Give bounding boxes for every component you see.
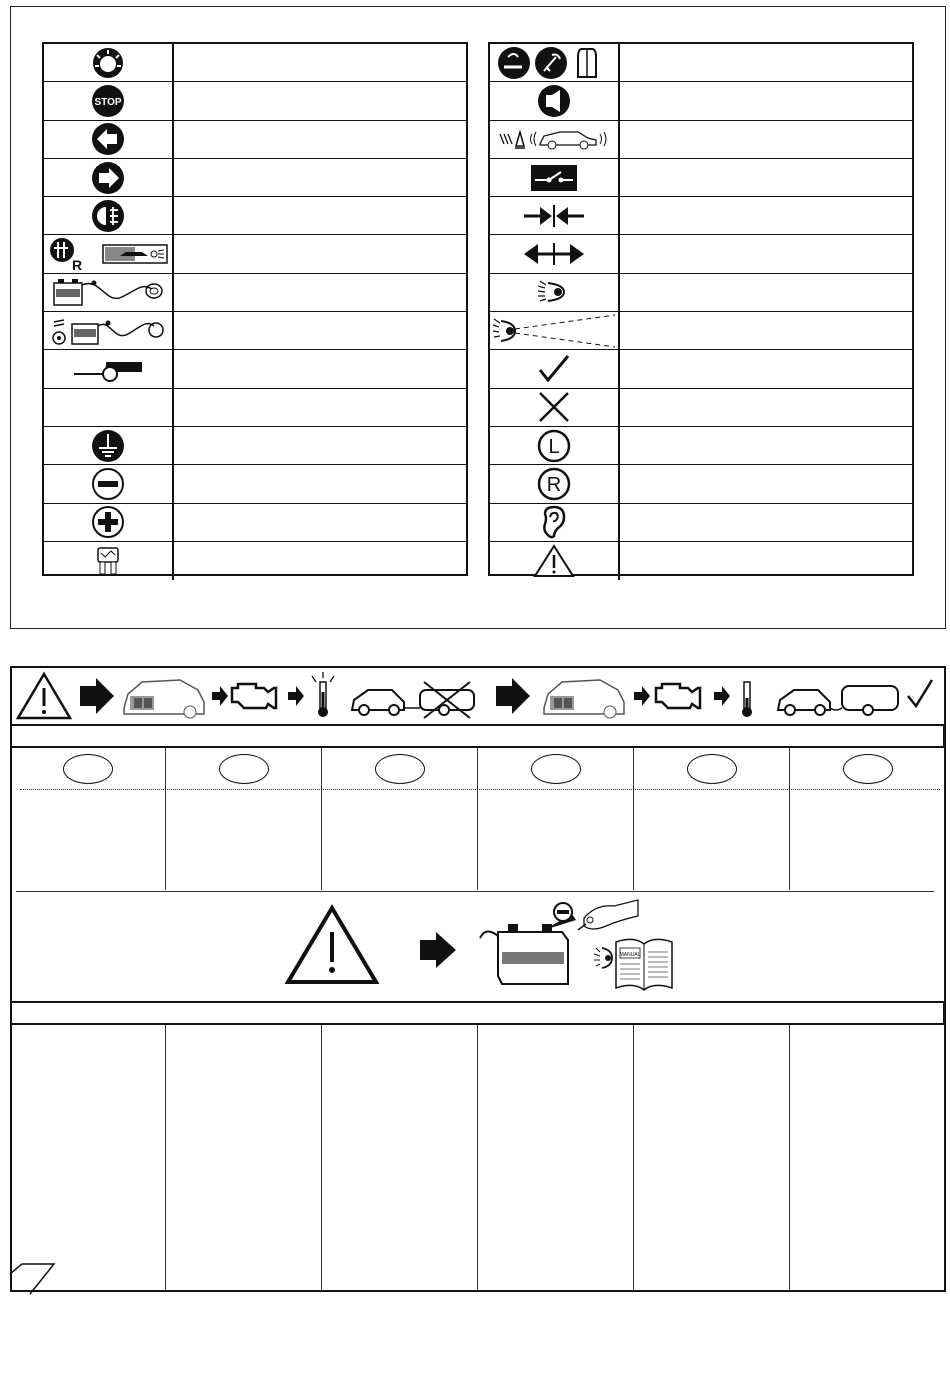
legend-row xyxy=(490,350,912,388)
eye-sight-icon xyxy=(491,313,617,349)
left-circle-icon xyxy=(534,428,574,464)
legend-row xyxy=(490,465,912,503)
arrow-icon xyxy=(496,678,530,714)
warning-icon xyxy=(288,908,376,982)
small-arrow-icon xyxy=(288,686,304,706)
check-icon xyxy=(534,352,574,386)
ear-icon xyxy=(537,504,571,540)
procedure-header-icons xyxy=(12,668,944,724)
step-oval xyxy=(375,754,425,784)
car-headlight-icon xyxy=(102,242,168,266)
minus-icon xyxy=(88,466,128,502)
legend-row xyxy=(44,542,466,580)
car-front-icon xyxy=(544,680,624,718)
legend-row xyxy=(490,197,912,235)
stop-label: STOP xyxy=(94,96,122,108)
legend-row xyxy=(490,121,912,159)
tools-icon xyxy=(494,45,614,81)
legend-row xyxy=(44,389,466,427)
speaker-icon xyxy=(534,83,574,119)
step-oval xyxy=(219,754,269,784)
car-front-icon xyxy=(124,680,204,718)
small-arrow-icon xyxy=(212,686,228,706)
dotted-divider xyxy=(20,789,940,790)
engine-icon xyxy=(232,684,276,708)
legend-table-left xyxy=(42,42,468,576)
legend-row xyxy=(44,465,466,503)
compress-arrows-icon xyxy=(522,201,586,231)
hot-thermometer-icon xyxy=(312,672,334,717)
step-column xyxy=(478,748,634,890)
section-divider xyxy=(16,891,934,892)
legend-row xyxy=(490,235,912,273)
legend-row xyxy=(490,312,912,350)
arrow-icon xyxy=(420,932,456,968)
rear-fog-light-icon xyxy=(88,198,128,234)
procedure-steps-lower xyxy=(10,1025,945,1290)
cross-icon xyxy=(534,390,574,424)
right-circle-icon xyxy=(534,466,574,502)
legend-row xyxy=(44,82,466,120)
reverse-label: R xyxy=(72,257,83,273)
step-oval xyxy=(63,754,113,784)
fuse-icon xyxy=(93,545,123,577)
thermometer-icon xyxy=(742,682,752,717)
engine-icon xyxy=(656,684,700,708)
blank-icon xyxy=(106,405,110,409)
step-column xyxy=(790,1025,945,1290)
procedure-band-bottom xyxy=(10,1001,945,1025)
step-column xyxy=(322,1025,478,1290)
step-column xyxy=(634,748,790,890)
battery-warning-illustration xyxy=(280,896,680,996)
step-column xyxy=(634,1025,790,1290)
ground-icon xyxy=(88,428,128,464)
stop-icon xyxy=(88,83,128,119)
plus-icon xyxy=(88,504,128,540)
legend-row xyxy=(490,389,912,427)
step-column xyxy=(10,748,166,890)
legend-row xyxy=(44,44,466,82)
warning-icon xyxy=(18,674,70,718)
legend-row xyxy=(44,159,466,197)
right-arrow-icon xyxy=(88,160,128,196)
small-arrow-icon xyxy=(714,686,730,706)
page-corner-marker xyxy=(8,1262,58,1298)
legend-row xyxy=(44,197,466,235)
manual-book-icon xyxy=(616,939,672,990)
parking-sensor-icon xyxy=(496,124,612,154)
legend-row xyxy=(490,82,912,120)
expand-arrows-icon xyxy=(522,239,586,269)
legend-row xyxy=(490,274,912,312)
warning-icon xyxy=(533,544,575,578)
left-arrow-icon xyxy=(88,121,128,157)
trailer-hitch-icon xyxy=(72,354,144,384)
step-column xyxy=(10,1025,166,1290)
step-oval xyxy=(843,754,893,784)
battery-key-cable-icon xyxy=(50,314,166,348)
step-column xyxy=(478,1025,634,1290)
step-oval xyxy=(687,754,737,784)
legend-row xyxy=(490,504,912,542)
step-column xyxy=(166,1025,322,1290)
left-circle-label: L xyxy=(548,435,560,458)
step-column xyxy=(166,748,322,890)
hand-icon xyxy=(578,900,638,930)
legend-row xyxy=(490,542,912,580)
car-trailer-crossed-icon xyxy=(352,682,474,718)
legend-row xyxy=(44,312,466,350)
legend-row xyxy=(44,235,466,273)
legend-row xyxy=(44,121,466,159)
procedure-steps-upper xyxy=(10,748,945,890)
manual-label: MANUAL xyxy=(619,952,641,958)
legend-table-right xyxy=(488,42,914,576)
small-arrow-icon xyxy=(634,686,650,706)
battery-cable-icon xyxy=(50,275,166,309)
legend-row xyxy=(44,350,466,388)
step-column xyxy=(322,748,478,890)
arrow-icon xyxy=(80,678,114,714)
light-bulb-icon xyxy=(88,45,128,81)
step-column xyxy=(790,748,945,890)
procedure-band-top xyxy=(10,724,945,748)
legend-row xyxy=(44,504,466,542)
switch-icon xyxy=(529,163,579,193)
battery-icon xyxy=(480,914,576,984)
step-oval xyxy=(531,754,581,784)
legend-row xyxy=(44,274,466,312)
eye-icon xyxy=(594,948,612,968)
check-icon xyxy=(908,680,932,706)
reverse-light-icon xyxy=(48,236,84,272)
legend-row xyxy=(490,427,912,465)
legend-row xyxy=(490,44,912,82)
car-trailer-icon xyxy=(778,686,898,715)
legend-row xyxy=(490,159,912,197)
right-circle-label: R xyxy=(546,473,562,496)
legend-row xyxy=(44,427,466,465)
eye-icon xyxy=(534,275,574,309)
minus-icon xyxy=(554,903,572,921)
